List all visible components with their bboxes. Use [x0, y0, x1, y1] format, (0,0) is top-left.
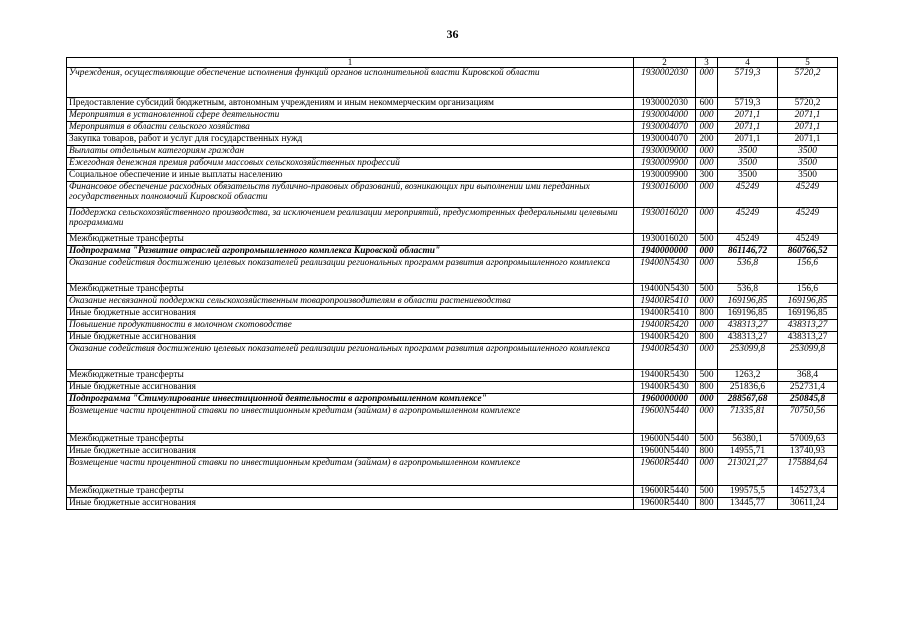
amount-col-4: 288567,68: [718, 394, 778, 406]
expense-type-code: 000: [696, 246, 718, 258]
target-article-code: 19600R5440: [634, 498, 696, 510]
budget-item-name: Межбюджетные трансферты: [67, 284, 634, 296]
target-article-code: 1940000000: [634, 246, 696, 258]
target-article-code: 1930002030: [634, 98, 696, 110]
expense-type-code: 000: [696, 458, 718, 486]
table-row: [67, 246, 838, 258]
target-article-code: 1930016020: [634, 234, 696, 246]
target-article-code: 19400R5430: [634, 370, 696, 382]
budget-item-name: Иные бюджетные ассигнования: [67, 308, 634, 320]
amount-col-5: 3500: [778, 170, 838, 182]
expense-type-code: 000: [696, 320, 718, 332]
target-article-code: 1960000000: [634, 394, 696, 406]
table-row: [67, 110, 838, 122]
budget-item-name: Подпрограмма "Стимулирование инвестиционной деятельности в агропромышленном комплексе": [67, 394, 634, 406]
target-article-code: 1930009000: [634, 146, 696, 158]
target-article-code: 19400N5430: [634, 258, 696, 284]
amount-col-4: 3500: [718, 146, 778, 158]
header-col-3: 3: [696, 58, 718, 68]
amount-col-5: 2071,1: [778, 110, 838, 122]
target-article-code: 19600R5440: [634, 458, 696, 486]
table-row: [67, 68, 838, 98]
header-col-5: 5: [778, 58, 838, 68]
amount-col-4: 2071,1: [718, 110, 778, 122]
amount-col-5: 13740,93: [778, 446, 838, 458]
table-row: [67, 146, 838, 158]
amount-col-5: 156,6: [778, 284, 838, 296]
amount-col-4: 3500: [718, 158, 778, 170]
budget-table: [66, 57, 838, 510]
target-article-code: 19400N5430: [634, 284, 696, 296]
amount-col-5: 860766,52: [778, 246, 838, 258]
expense-type-code: 300: [696, 170, 718, 182]
expense-type-code: 500: [696, 434, 718, 446]
table-row: [67, 320, 838, 332]
table-row: [67, 208, 838, 234]
amount-col-4: 45249: [718, 208, 778, 234]
expense-type-code: 000: [696, 208, 718, 234]
target-article-code: 19600N5440: [634, 446, 696, 458]
amount-col-5: 45249: [778, 234, 838, 246]
budget-item-name: Ежегодная денежная премия рабочим массовых сельскохозяйственных профессий: [67, 158, 634, 170]
expense-type-code: 500: [696, 284, 718, 296]
target-article-code: 1930004070: [634, 134, 696, 146]
amount-col-5: 57009,63: [778, 434, 838, 446]
budget-item-name: Оказание содействия достижению целевых показателей реализации региональных программ развития агропромышленного комплекса: [67, 344, 634, 370]
target-article-code: 1930002030: [634, 68, 696, 98]
budget-item-name: Поддержка сельскохозяйственного производства, за исключением реализации мероприятий, предусмотренных федеральными целевыми программами: [67, 208, 634, 234]
target-article-code: 19600N5440: [634, 434, 696, 446]
amount-col-5: 252731,4: [778, 382, 838, 394]
amount-col-5: 368,4: [778, 370, 838, 382]
budget-item-name: Межбюджетные трансферты: [67, 486, 634, 498]
table-row: [67, 258, 838, 284]
amount-col-4: 861146,72: [718, 246, 778, 258]
target-article-code: 19600N5440: [634, 406, 696, 434]
target-article-code: 1930009900: [634, 158, 696, 170]
budget-item-name: Иные бюджетные ассигнования: [67, 332, 634, 344]
expense-type-code: 800: [696, 382, 718, 394]
amount-col-5: 253099,8: [778, 344, 838, 370]
table-row: [67, 284, 838, 296]
expense-type-code: 800: [696, 308, 718, 320]
table-row: [67, 296, 838, 308]
target-article-code: 1930004000: [634, 110, 696, 122]
budget-item-name: Иные бюджетные ассигнования: [67, 498, 634, 510]
expense-type-code: 000: [696, 146, 718, 158]
amount-col-4: 56380,1: [718, 434, 778, 446]
amount-col-4: 438313,27: [718, 332, 778, 344]
amount-col-4: 169196,85: [718, 308, 778, 320]
amount-col-5: 169196,85: [778, 296, 838, 308]
budget-item-name: Иные бюджетные ассигнования: [67, 382, 634, 394]
target-article-code: 19400R5420: [634, 320, 696, 332]
budget-item-name: Выплаты отдельным категориям граждан: [67, 146, 634, 158]
table-row: [67, 498, 838, 510]
target-article-code: 19600R5440: [634, 486, 696, 498]
table-row: [67, 370, 838, 382]
expense-type-code: 000: [696, 68, 718, 98]
budget-item-name: Возмещение части процентной ставки по инвестиционным кредитам (займам) в агропромышленном комплексе: [67, 458, 634, 486]
budget-item-name: Межбюджетные трансферты: [67, 370, 634, 382]
budget-item-name: Социальное обеспечение и иные выплаты населению: [67, 170, 634, 182]
amount-col-4: 2071,1: [718, 134, 778, 146]
amount-col-5: 438313,27: [778, 332, 838, 344]
amount-col-4: 45249: [718, 234, 778, 246]
amount-col-4: 169196,85: [718, 296, 778, 308]
expense-type-code: 800: [696, 332, 718, 344]
target-article-code: 19400R5430: [634, 344, 696, 370]
budget-item-name: Иные бюджетные ассигнования: [67, 446, 634, 458]
amount-col-5: 438313,27: [778, 320, 838, 332]
amount-col-4: 213021,27: [718, 458, 778, 486]
expense-type-code: 600: [696, 98, 718, 110]
target-article-code: 19400R5410: [634, 296, 696, 308]
budget-item-name: Финансовое обеспечение расходных обязательств публично-правовых образований, возникающих при выполнении ими переданных государственных полномочий Кировской области: [67, 182, 634, 208]
table-header-row: [67, 58, 838, 68]
amount-col-5: 145273,4: [778, 486, 838, 498]
amount-col-5: 5720,2: [778, 68, 838, 98]
budget-item-name: Межбюджетные трансферты: [67, 434, 634, 446]
amount-col-5: 45249: [778, 208, 838, 234]
table-body: [67, 68, 838, 510]
budget-item-name: Учреждения, осуществляющие обеспечение исполнения функций органов исполнительной власти Кировской области: [67, 68, 634, 98]
budget-item-name: Оказание несвязанной поддержки сельскохозяйственным товаропроизводителям в области растениеводства: [67, 296, 634, 308]
amount-col-5: 3500: [778, 158, 838, 170]
header-col-1: 1: [67, 58, 634, 68]
amount-col-4: 3500: [718, 170, 778, 182]
expense-type-code: 500: [696, 370, 718, 382]
amount-col-5: 5720,2: [778, 98, 838, 110]
table-row: [67, 182, 838, 208]
header-col-4: 4: [718, 58, 778, 68]
amount-col-4: 253099,8: [718, 344, 778, 370]
page-number: 36: [446, 27, 459, 41]
table-row: [67, 234, 838, 246]
expense-type-code: 000: [696, 158, 718, 170]
amount-col-4: 13445,77: [718, 498, 778, 510]
table-row: [67, 332, 838, 344]
table-row: [67, 406, 838, 434]
expense-type-code: 000: [696, 406, 718, 434]
budget-item-name: Предоставление субсидий бюджетным, автономным учреждениям и иным некоммерческим организациям: [67, 98, 634, 110]
target-article-code: 19400R5430: [634, 382, 696, 394]
table-row: [67, 134, 838, 146]
expense-type-code: 800: [696, 446, 718, 458]
header-col-2: 2: [634, 58, 696, 68]
amount-col-4: 199575,5: [718, 486, 778, 498]
table-row: [67, 486, 838, 498]
budget-item-name: Закупка товаров, работ и услуг для государственных нужд: [67, 134, 634, 146]
expense-type-code: 200: [696, 134, 718, 146]
expense-type-code: 000: [696, 122, 718, 134]
table-row: [67, 170, 838, 182]
expense-type-code: 000: [696, 258, 718, 284]
table-row: [67, 308, 838, 320]
amount-col-4: 5719,3: [718, 98, 778, 110]
amount-col-5: 250845,8: [778, 394, 838, 406]
budget-item-name: Мероприятия в области сельского хозяйства: [67, 122, 634, 134]
table-row: [67, 122, 838, 134]
amount-col-4: 2071,1: [718, 122, 778, 134]
target-article-code: 1930009900: [634, 170, 696, 182]
amount-col-4: 536,8: [718, 258, 778, 284]
expense-type-code: 000: [696, 296, 718, 308]
budget-item-name: Подпрограмма "Развитие отраслей агропромышленного комплекса Кировской области": [67, 246, 634, 258]
expense-type-code: 000: [696, 110, 718, 122]
budget-item-name: Оказание содействия достижению целевых показателей реализации региональных программ развития агропромышленного комплекса: [67, 258, 634, 284]
budget-item-name: Повышение продуктивности в молочном скотоводстве: [67, 320, 634, 332]
amount-col-4: 1263,2: [718, 370, 778, 382]
amount-col-5: 156,6: [778, 258, 838, 284]
amount-col-5: 175884,64: [778, 458, 838, 486]
expense-type-code: 500: [696, 486, 718, 498]
table-row: [67, 394, 838, 406]
budget-item-name: Возмещение части процентной ставки по инвестиционным кредитам (займам) в агропромышленном комплексе: [67, 406, 634, 434]
amount-col-4: 438313,27: [718, 320, 778, 332]
expense-type-code: 800: [696, 498, 718, 510]
budget-item-name: Межбюджетные трансферты: [67, 234, 634, 246]
table-row: [67, 158, 838, 170]
amount-col-4: 71335,81: [718, 406, 778, 434]
amount-col-5: 45249: [778, 182, 838, 208]
target-article-code: 19400R5410: [634, 308, 696, 320]
amount-col-4: 5719,3: [718, 68, 778, 98]
target-article-code: 1930016000: [634, 182, 696, 208]
table-row: [67, 98, 838, 110]
amount-col-5: 3500: [778, 146, 838, 158]
expense-type-code: 000: [696, 344, 718, 370]
amount-col-4: 45249: [718, 182, 778, 208]
table-row: [67, 458, 838, 486]
expense-type-code: 000: [696, 394, 718, 406]
amount-col-5: 2071,1: [778, 134, 838, 146]
budget-item-name: Мероприятия в установленной сфере деятельности: [67, 110, 634, 122]
target-article-code: 1930004070: [634, 122, 696, 134]
amount-col-4: 14955,71: [718, 446, 778, 458]
target-article-code: 1930016020: [634, 208, 696, 234]
amount-col-5: 30611,24: [778, 498, 838, 510]
amount-col-5: 169196,85: [778, 308, 838, 320]
table-row: [67, 382, 838, 394]
amount-col-4: 251836,6: [718, 382, 778, 394]
amount-col-4: 536,8: [718, 284, 778, 296]
amount-col-5: 70750,56: [778, 406, 838, 434]
table-row: [67, 446, 838, 458]
target-article-code: 19400R5420: [634, 332, 696, 344]
expense-type-code: 000: [696, 182, 718, 208]
table-row: [67, 434, 838, 446]
amount-col-5: 2071,1: [778, 122, 838, 134]
table-row: [67, 344, 838, 370]
expense-type-code: 500: [696, 234, 718, 246]
